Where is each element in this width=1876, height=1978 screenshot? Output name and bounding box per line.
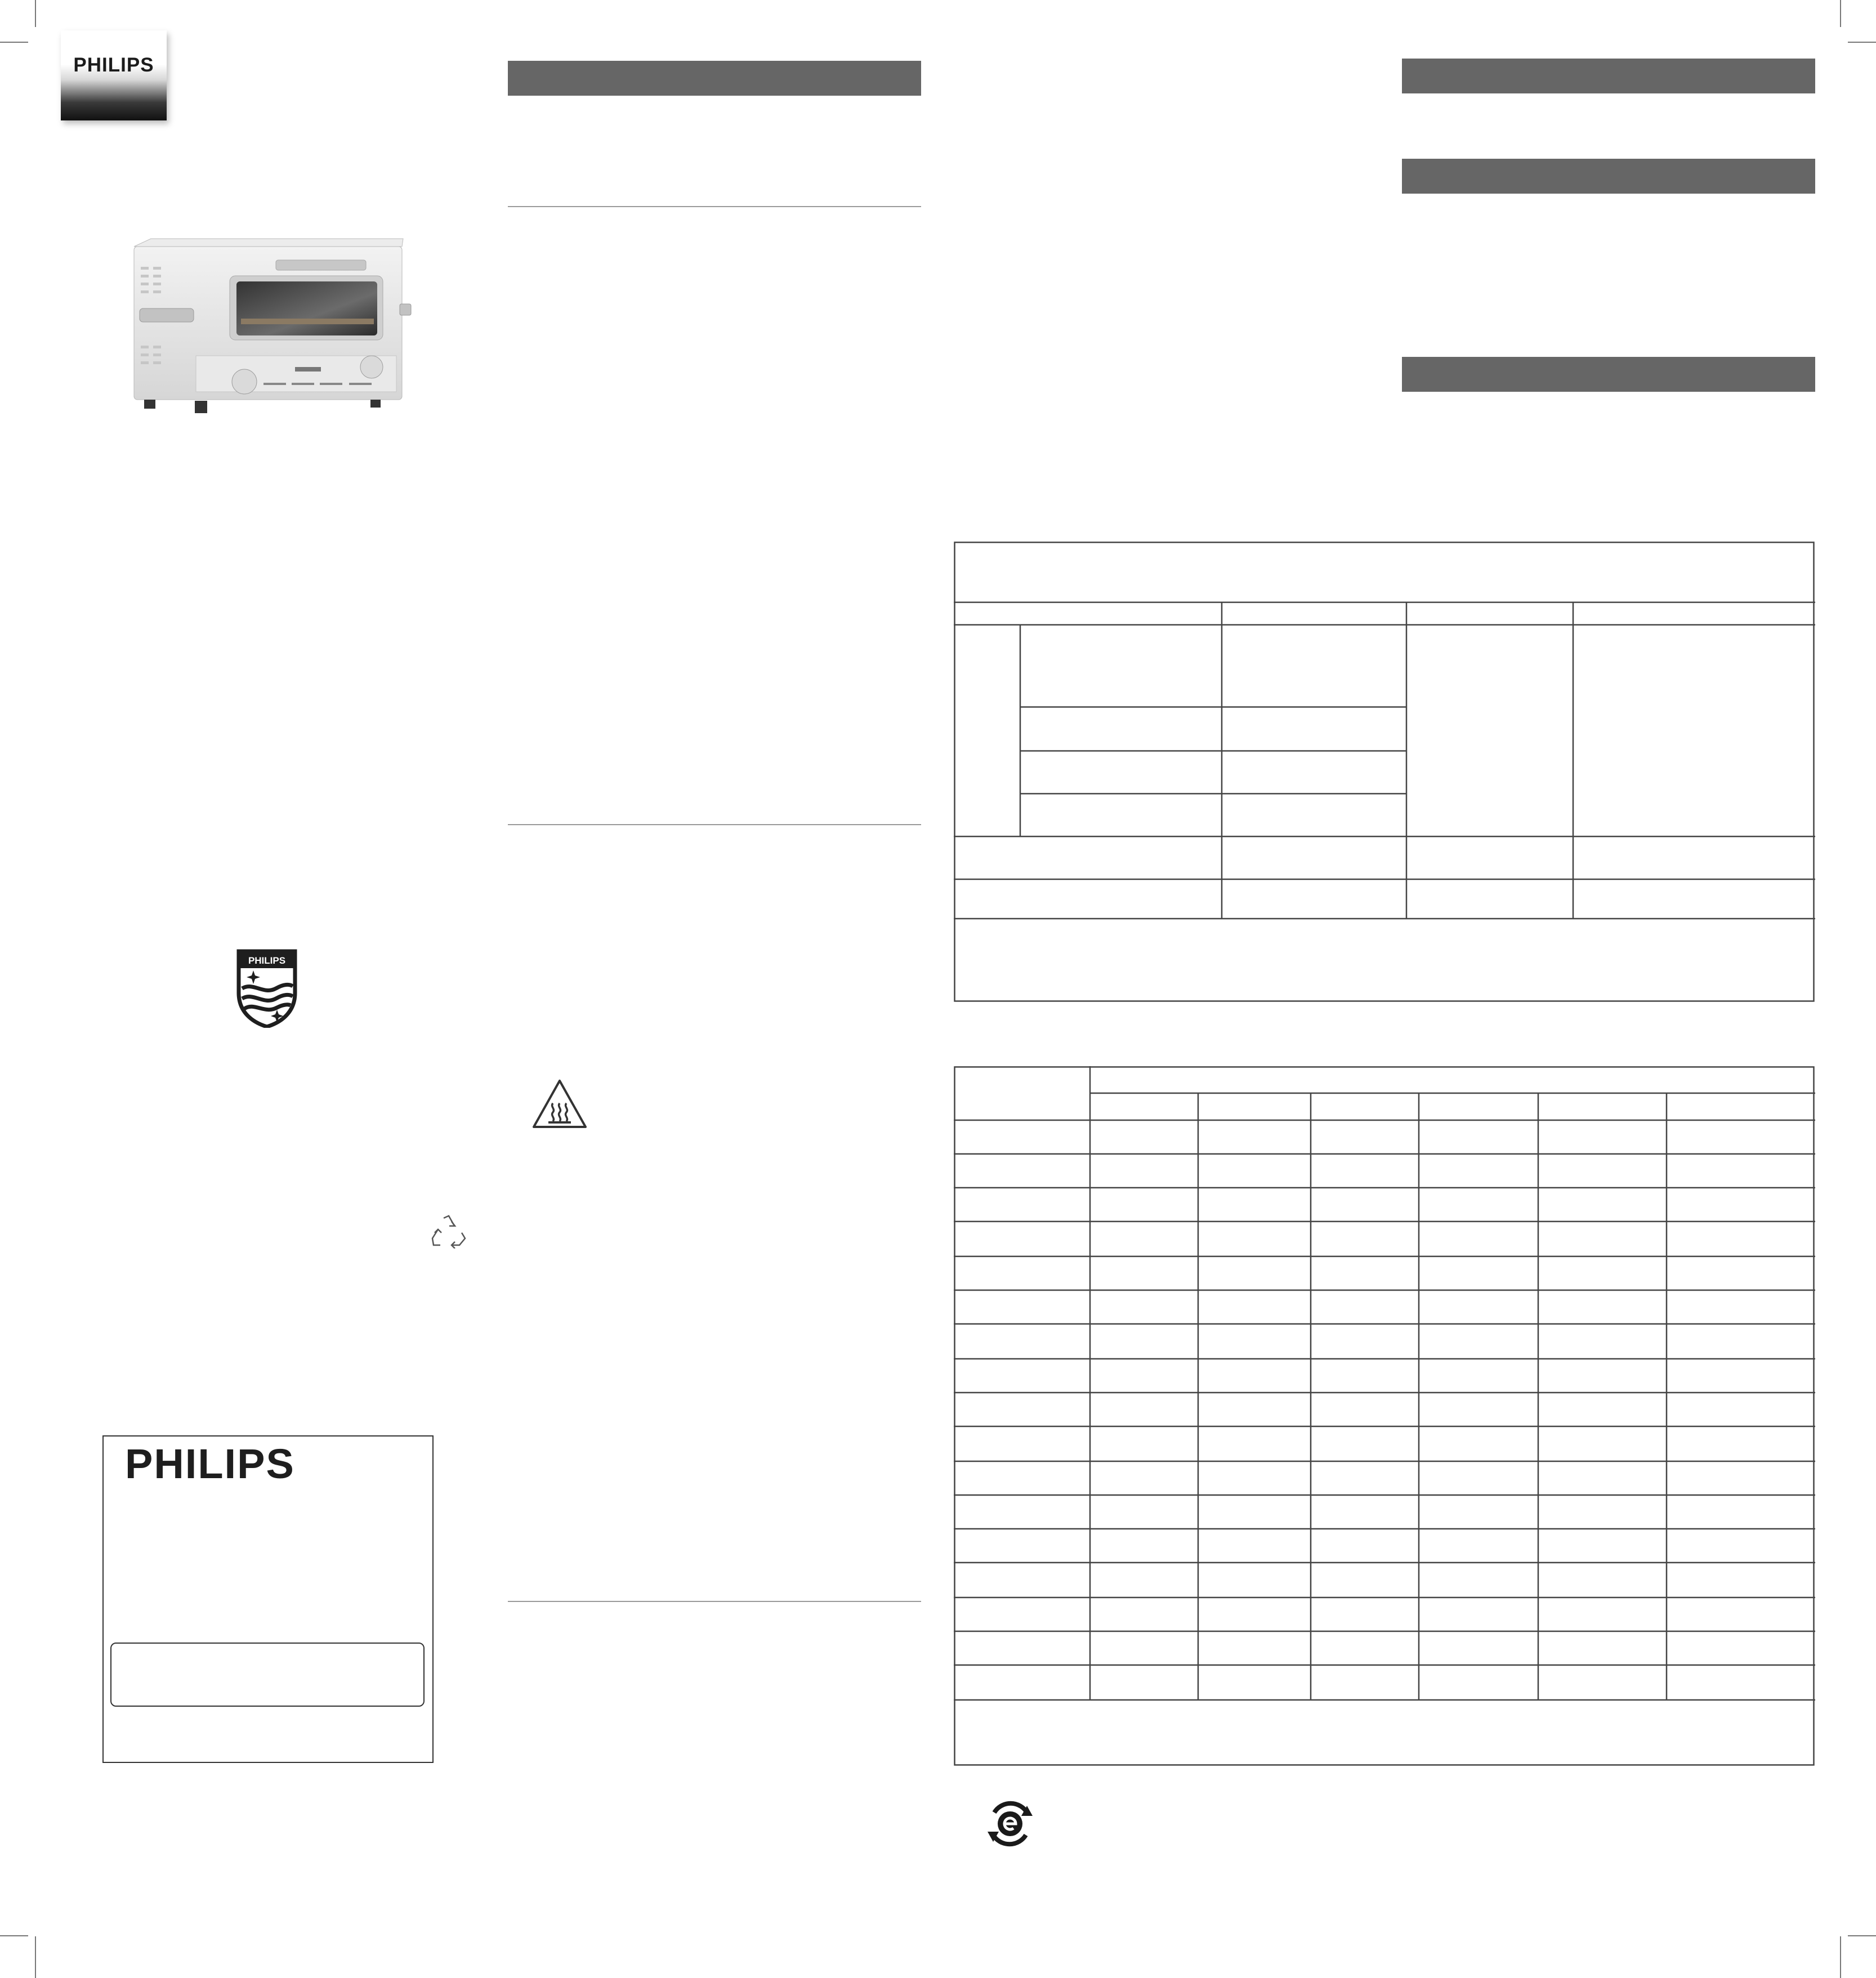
section-divider — [508, 1601, 921, 1602]
environment-protection-use-period-icon — [982, 1796, 1038, 1852]
specification-table — [954, 542, 1815, 1002]
svg-text:PHILIPS: PHILIPS — [248, 955, 286, 966]
crop-mark — [0, 1935, 28, 1936]
hazardous-substances-table-grid — [954, 1066, 1815, 1766]
card-inner-box — [110, 1643, 425, 1707]
section-divider — [508, 206, 921, 207]
recycle-icon — [430, 1214, 467, 1248]
section-divider — [508, 824, 921, 825]
brand-wordmark: PHILIPS — [125, 1440, 295, 1487]
philips-tab-logo — [61, 30, 167, 120]
section-header-bar — [1402, 357, 1815, 392]
crop-mark — [35, 0, 36, 27]
hot-surface-warning-icon — [531, 1078, 588, 1130]
brand-name: PHILIPS — [73, 54, 154, 76]
crop-mark — [1840, 0, 1841, 27]
section-header-bar — [1402, 59, 1815, 93]
section-header-bar — [1402, 159, 1815, 194]
crop-mark — [1848, 1935, 1876, 1936]
crop-mark — [35, 1936, 36, 1978]
philips-shield-icon — [236, 949, 297, 1028]
section-header-bar — [508, 61, 921, 96]
crop-mark — [1840, 1936, 1841, 1978]
toaster-oven-image — [128, 233, 421, 424]
crop-mark — [1848, 42, 1876, 43]
crop-mark — [0, 42, 28, 43]
